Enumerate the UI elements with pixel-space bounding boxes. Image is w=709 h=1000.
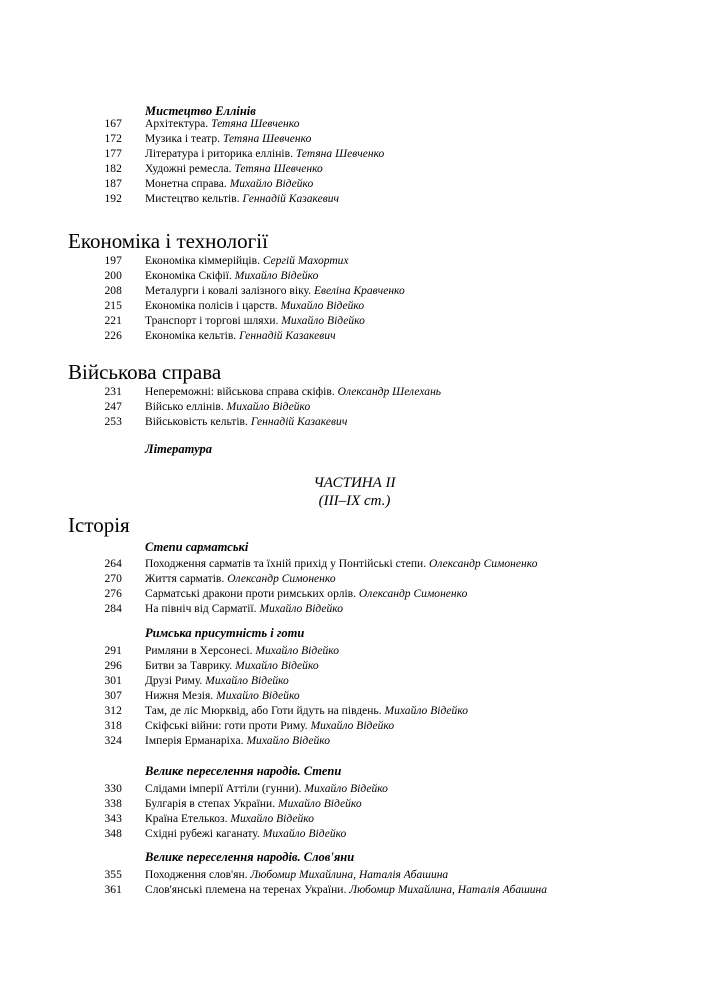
entry-page-number: 330 [104,783,122,795]
entry-author: Любомир Михайлина, Наталія Абашина [349,884,548,896]
section-heading: Історія [68,513,130,537]
toc-entry[interactable] [0,385,709,400]
entry-page-number: 355 [104,869,122,881]
toc-entry[interactable] [0,269,709,284]
entry-page-number: 253 [104,416,122,428]
entry-page-number: 291 [104,645,122,657]
part-heading-line1: ЧАСТИНА II [313,475,396,491]
toc-entry[interactable] [0,299,709,314]
entry-title-text: Мистецтво кельтів. [145,193,240,205]
entry-page-number: 348 [104,828,122,840]
toc-entry[interactable] [0,147,709,162]
entry-title [145,689,300,704]
entry-title [145,329,336,344]
entry-author: Михайло Відейко [230,813,314,825]
subsection-heading: Степи сарматські [145,540,249,554]
entry-title-text: Імперія Ерманаріха. [145,735,244,747]
entry-author: Олександр Симоненко [358,588,468,600]
entry-author: Михайло Відейко [235,660,319,672]
toc-entry[interactable] [0,587,709,602]
toc-entry[interactable] [0,400,709,415]
entry-page-number: 192 [104,193,122,205]
toc-entry[interactable] [0,797,709,812]
toc-entry[interactable] [0,314,709,329]
toc-entry[interactable] [0,415,709,430]
entry-page-number: 187 [104,178,122,190]
entry-title-text: Слідами імперії Аттіли (гунни). [145,783,302,795]
toc-entry[interactable] [0,254,709,269]
entry-page-number: 226 [104,330,122,342]
entry-title-text: Архітектура. [145,118,209,130]
subsection-heading: Велике переселення народів. Слов'яни [145,850,355,864]
entry-title [145,644,339,659]
entry-page-number: 361 [104,884,122,896]
toc-entry[interactable] [0,602,709,617]
entry-author: Тетяна Шевченко [222,133,312,145]
entry-author: Михайло Відейко [280,300,365,312]
entry-author: Михайло Відейко [246,735,331,747]
entry-title [145,812,314,827]
entry-page-number: 215 [104,300,122,312]
entry-author: Михайло Відейко [216,690,300,702]
entry-page-number: 324 [104,735,122,747]
entry-title [145,117,300,132]
entry-page-number: 208 [104,285,122,297]
entry-title-text: Друзі Риму. [145,675,203,687]
entry-author: Геннадій Казакевич [250,416,348,428]
entry-title [145,269,318,284]
entry-title-text: Битви за Таврику. [145,660,233,672]
entry-title-text: Нижня Мезія. [145,690,214,702]
entry-page-number: 182 [104,163,122,175]
toc-entry[interactable] [0,177,709,192]
entry-page-number: 307 [104,690,122,702]
entry-title [145,704,468,719]
entry-author: Михайло Відейко [278,798,362,810]
entry-author: Михайло Відейко [304,783,388,795]
entry-title [145,400,310,415]
part-heading [0,474,709,510]
toc-entry[interactable] [0,689,709,704]
entry-page-number: 301 [104,675,122,687]
entry-page-number: 276 [104,588,122,600]
toc-entry[interactable] [0,192,709,207]
toc-entry-group [0,868,709,898]
entry-title-text: Булгарія в степах України. [145,798,276,810]
entry-page-number: 312 [104,705,122,717]
entry-title [145,314,365,329]
entry-title [145,147,384,162]
part-heading-line2: (III–IX ст.) [318,493,391,509]
entry-author: Михайло Відейко [255,645,339,657]
entry-title [145,385,441,400]
entry-title-text: Економіка кельтів. [145,330,237,342]
entry-page-number: 264 [104,558,122,570]
entry-title [145,883,547,898]
toc-entry[interactable] [0,782,709,797]
entry-author: Олександр Симоненко [429,558,538,570]
entry-title [145,572,336,587]
toc-entry-group [0,254,709,344]
entry-title [145,132,311,147]
entry-page-number: 221 [104,315,122,327]
entry-page-number: 318 [104,720,122,732]
toc-entry[interactable] [0,132,709,147]
section-heading: Економіка і технології [68,229,268,253]
entry-author: Олександр Симоненко [227,573,336,585]
subsection-heading: Римська присутність і готи [145,626,305,640]
entry-title-text: Військо еллінів. [145,401,224,413]
entry-page-number: 247 [104,401,122,413]
entry-title-text: Життя сарматів. [145,573,225,585]
entry-title [145,177,313,192]
entry-title-text: Країна Етелькоз. [145,813,228,825]
entry-title [145,284,405,299]
entry-title-text: Сарматські дракони проти римських орлів. [145,588,357,600]
entry-title [145,192,339,207]
toc-entry[interactable] [0,883,709,898]
toc-entry[interactable] [0,572,709,587]
entry-title-text: Слов'янські племена на теренах України. [145,884,347,896]
entry-author: Михайло Відейко [259,603,344,615]
entry-title-text: Походження слов'ян. [145,869,248,881]
entry-author: Тетяна Шевченко [295,148,385,160]
entry-title [145,254,349,269]
toc-entry[interactable] [0,674,709,689]
entry-title-text: Металурги і ковалі залізного віку. [145,285,312,297]
entry-page-number: 167 [104,118,122,130]
entry-author: Олександр Шелехань [337,386,442,398]
entry-title-text: Там, де ліс Мюрквід, або Готи йдуть на південь. [145,705,382,717]
entry-title-text: Походження сарматів та їхній прихід у Понтійські степи. [145,558,427,570]
toc-entry[interactable] [0,284,709,299]
entry-title-text: Художні ремесла. [145,163,232,175]
toc-entry[interactable] [0,812,709,827]
entry-title [145,734,330,749]
entry-author: Любомир Михайлина, Наталія Абашина [250,869,449,881]
entry-title-text: Монетна справа. [145,178,227,190]
toc-entry[interactable] [0,162,709,177]
entry-author: Михайло Відейко [205,675,289,687]
entry-title-text: Економіка полісів і царств. [145,300,278,312]
entry-title [145,602,343,617]
entry-title-text: Література і риторика еллінів. [145,148,293,160]
toc-entry[interactable] [0,644,709,659]
entry-author: Михайло Відейко [229,178,314,190]
entry-title-text: На північ від Сарматії. [145,603,257,615]
entry-author: Сергій Махортих [262,255,349,267]
entry-author: Михайло Відейко [384,705,469,717]
entry-title [145,299,364,314]
toc-entry[interactable] [0,659,709,674]
toc-entry[interactable] [0,117,709,132]
subsection-heading: Велике переселення народів. Степи [145,764,342,778]
entry-title [145,782,388,797]
entry-title-text: Економіка Скіфії. [145,270,232,282]
entry-page-number: 284 [104,603,122,615]
toc-entry-group [0,782,709,842]
entry-page-number: 231 [104,386,122,398]
toc-entry[interactable] [0,329,709,344]
entry-title [145,797,362,812]
entry-title [145,827,346,842]
entry-title [145,415,347,430]
toc-entry[interactable] [0,719,709,734]
entry-author: Михайло Відейко [281,315,365,327]
entry-author: Михайло Відейко [234,270,319,282]
entry-title [145,674,289,689]
entry-page-number: 177 [104,148,122,160]
subsection-heading: Мистецтво Еллінів [145,104,256,118]
entry-title [145,868,448,883]
toc-entry[interactable] [0,557,709,572]
entry-title-text: Музика і театр. [145,133,221,145]
entry-page-number: 200 [104,270,122,282]
toc-entry[interactable] [0,734,709,749]
toc-entry[interactable] [0,827,709,842]
entry-author: Геннадій Казакевич [239,330,336,342]
entry-page-number: 270 [104,573,122,585]
toc-entry[interactable] [0,704,709,719]
entry-author: Тетяна Шевченко [211,118,300,130]
entry-author: Тетяна Шевченко [234,163,323,175]
entry-title [145,659,319,674]
subsection-heading: Література [145,442,212,456]
entry-title-text: Римляни в Херсонесі. [145,645,253,657]
toc-entry-group [0,117,709,207]
toc-entry-group [0,644,709,749]
entry-title-text: Транспорт і торгові шляхи. [145,315,279,327]
entry-author: Геннадій Казакевич [242,193,340,205]
entry-title-text: Економіка кіммерійців. [145,255,260,267]
entry-title-text: Військовість кельтів. [145,416,248,428]
entry-page-number: 296 [104,660,122,672]
toc-entry[interactable] [0,868,709,883]
entry-title-text: Скіфські війни: готи проти Риму. [145,720,308,732]
entry-title-text: Непереможні: військова справа скіфів. [145,386,335,398]
entry-author: Михайло Відейко [262,828,347,840]
entry-page-number: 343 [104,813,122,825]
entry-author: Евеліна Кравченко [313,285,405,297]
entry-author: Михайло Відейко [226,401,311,413]
entry-title [145,557,537,572]
entry-title [145,162,323,177]
toc-entry-group [0,385,709,430]
section-heading: Військова справа [68,360,222,384]
entry-title [145,719,394,734]
entry-title-text: Східні рубежі каганату. [145,828,260,840]
toc-entry-group [0,557,709,617]
entry-page-number: 338 [104,798,122,810]
entry-author: Михайло Відейко [310,720,395,732]
entry-page-number: 197 [104,255,122,267]
entry-page-number: 172 [104,133,122,145]
entry-title [145,587,467,602]
